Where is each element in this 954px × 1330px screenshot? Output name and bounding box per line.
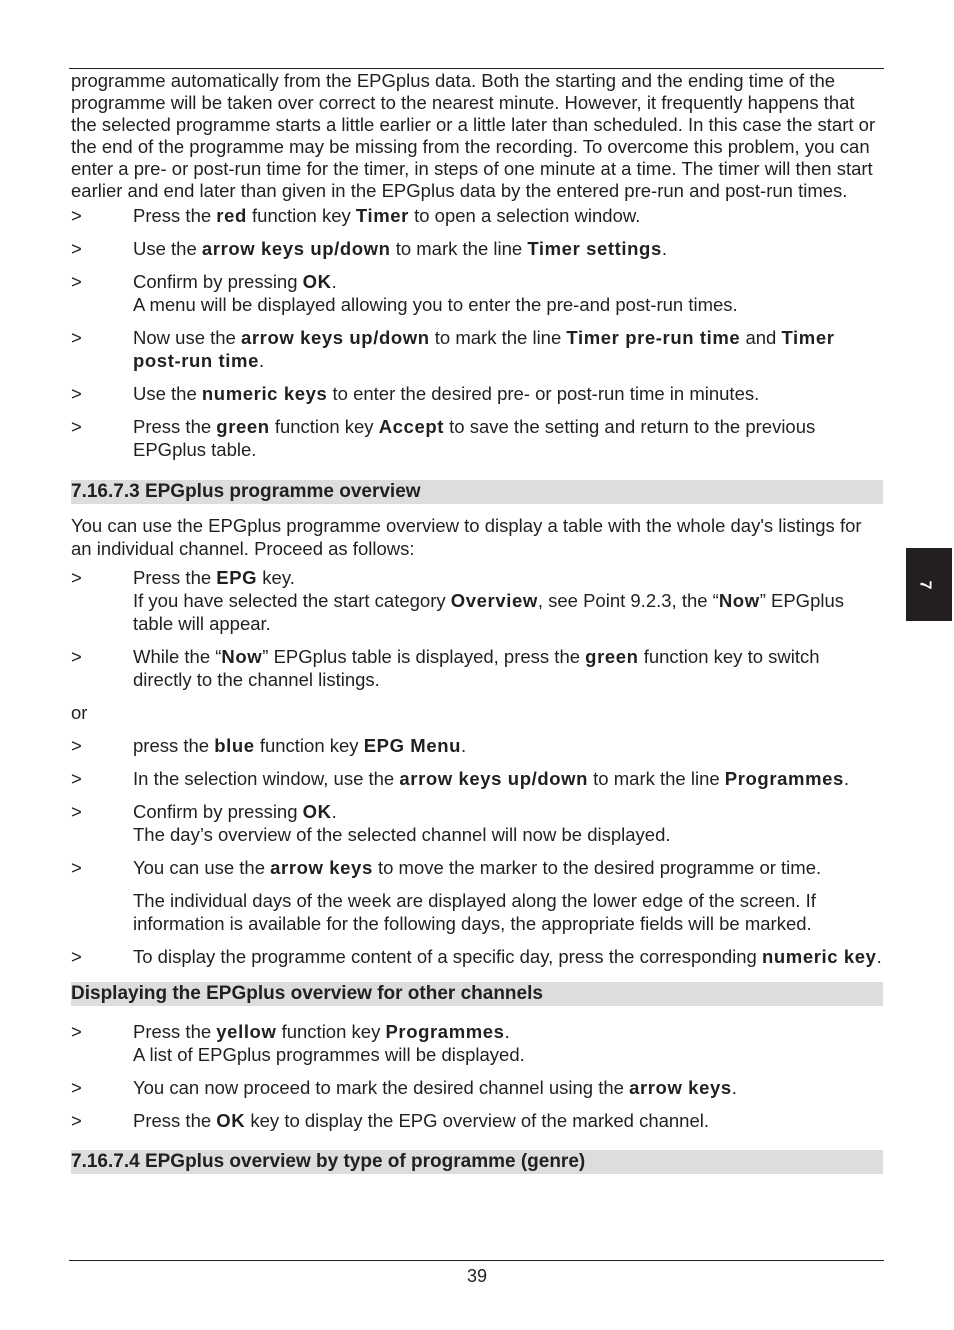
or-text: or xyxy=(71,702,88,723)
days-note: The individual days of the week are displayed along the lower edge of the screen. If information is available for the following days, the appropriate fields will be marked. xyxy=(133,890,816,934)
step-epg-key: > Press the EPG key. If you have selected the start category Overview, see Point 9.2.3, the “Now” EPGplus table will appear. xyxy=(71,567,845,634)
step-marker: > xyxy=(71,768,82,789)
step-timer-key: > Press the red function key Timer to open a selection window. xyxy=(71,205,641,226)
step-marker: > xyxy=(71,327,82,348)
step-accept: > Press the green function key Accept to save the setting and return to the previous EPGplus table. xyxy=(71,416,816,460)
step-marker: > xyxy=(71,857,82,878)
step-marker: > xyxy=(71,1021,82,1042)
step-marker: > xyxy=(71,1110,82,1131)
step-mark-channel: > You can now proceed to mark the desired channel using the arrow keys. xyxy=(71,1077,737,1098)
step-marker: > xyxy=(71,1077,82,1098)
step-confirm-ok: > Confirm by pressing OK. A menu will be displayed allowing you to enter the pre-and post-run times. xyxy=(71,271,738,315)
section-heading-other-channels: Displaying the EPGplus overview for other channels xyxy=(71,982,883,1006)
chapter-tab-number: 7 xyxy=(916,580,934,590)
intro-paragraph: programme automatically from the EPGplus data. Both the starting and the ending time of the programme will be taken over correct to the nearest minute. However, it frequently happens that the selected programme starts a little earlier or a little later than scheduled. In this case the start or the end of the programme may be missing from the recording. To overcome this problem, you can enter a pre- or post-run time for the timer, in steps of one minute at a time. The timer will then start earlier and end later than given in the EPGplus data by the entered pre-run and post-run times. xyxy=(71,70,876,201)
step-marker: > xyxy=(71,238,82,259)
step-marker: > xyxy=(71,416,82,437)
step-numeric-key-day: > To display the programme content of a specific day, press the corresponding numeric key. xyxy=(71,946,882,967)
overview-intro: You can use the EPGplus programme overview to display a table with the whole day's listings for an individual channel. Proceed as follows: xyxy=(71,515,862,559)
step-marker: > xyxy=(71,205,82,226)
step-marker: > xyxy=(71,567,82,588)
page-content xyxy=(71,70,883,1174)
step-marker: > xyxy=(71,383,82,404)
step-marker: > xyxy=(71,735,82,756)
step-now-green: > While the “Now” EPGplus table is displayed, press the green function key to switch directly to the channel listings. xyxy=(71,646,820,690)
step-yellow-programmes: > Press the yellow function key Programmes. A list of EPGplus programmes will be displayed. xyxy=(71,1021,525,1065)
step-timer-settings: > Use the arrow keys up/down to mark the line Timer settings. xyxy=(71,238,667,259)
bottom-rule xyxy=(69,1260,884,1261)
step-arrow-keys-marker: > You can use the arrow keys to move the marker to the desired programme or time. xyxy=(71,857,822,878)
step-select-programmes: > In the selection window, use the arrow keys up/down to mark the line Programmes. xyxy=(71,768,850,789)
step-marker: > xyxy=(71,271,82,292)
step-marker: > xyxy=(71,801,82,822)
top-rule xyxy=(69,68,884,69)
step-numeric-keys: > Use the numeric keys to enter the desired pre- or post-run time in minutes. xyxy=(71,383,760,404)
section-heading-genre: 7.16.7.4 EPGplus overview by type of programme (genre) xyxy=(71,1150,883,1174)
step-confirm-ok-overview: > Confirm by pressing OK. The day’s overview of the selected channel will now be displayed. xyxy=(71,801,671,845)
step-pre-post-run-lines: > Now use the arrow keys up/down to mark the line Timer pre-run time and Timer post-run time. xyxy=(71,327,835,371)
step-marker: > xyxy=(71,946,82,967)
section-heading-programme-overview: 7.16.7.3 EPGplus programme overview xyxy=(71,480,883,504)
step-blue-epg-menu: > press the blue function key EPG Menu. xyxy=(71,735,467,756)
step-marker: > xyxy=(71,646,82,667)
step-ok-epg-overview: > Press the OK key to display the EPG overview of the marked channel. xyxy=(71,1110,710,1131)
page-number: 39 xyxy=(466,1266,488,1286)
chapter-tab xyxy=(906,548,952,621)
